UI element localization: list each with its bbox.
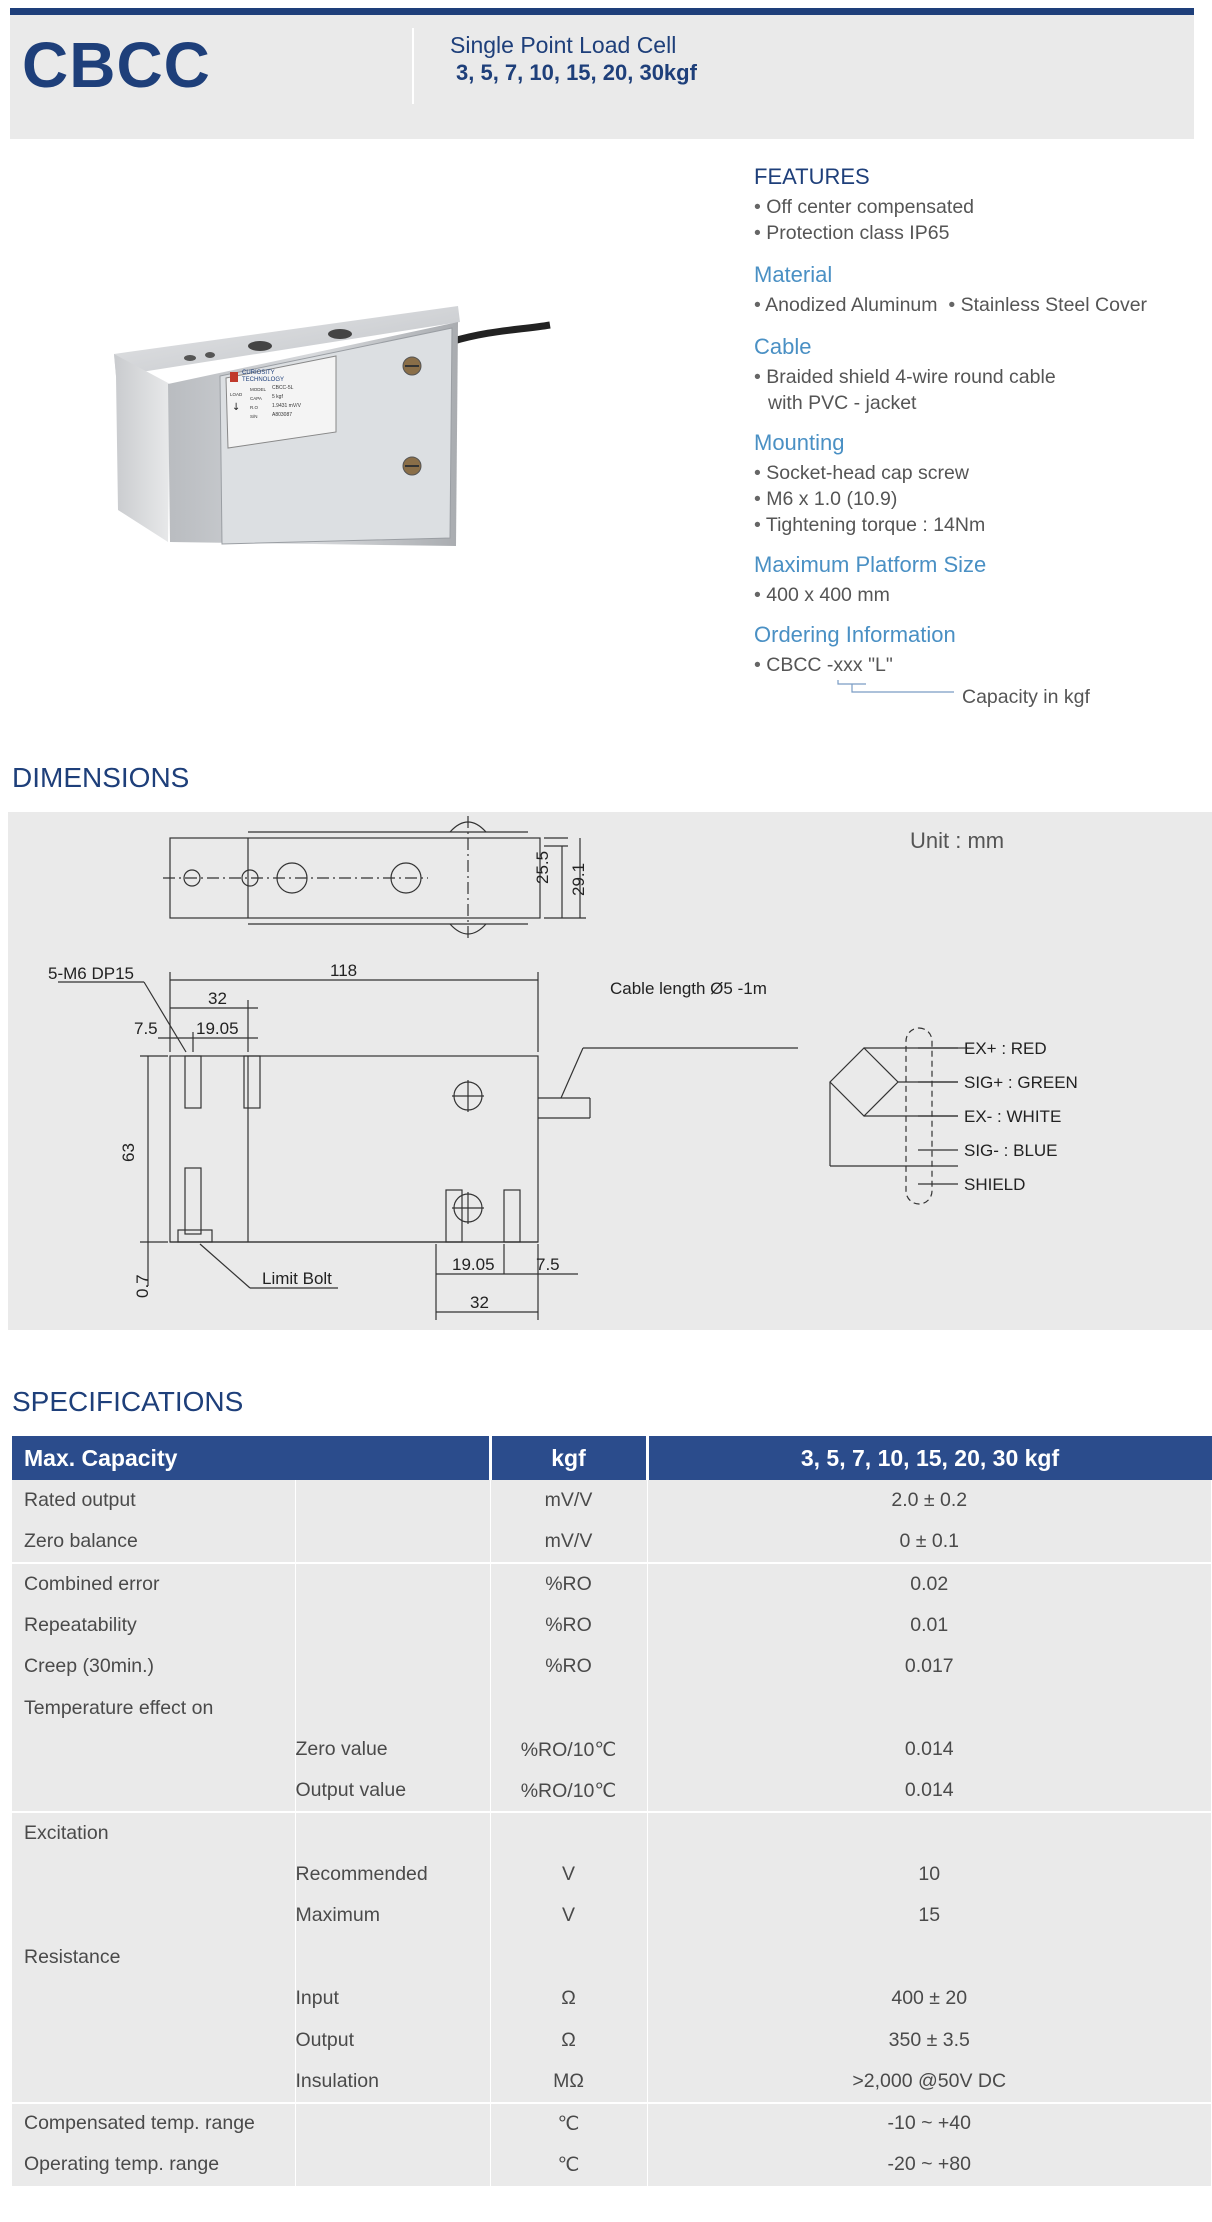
top-hole: [184, 355, 196, 361]
dim-7-5-bottom: 7.5: [536, 1255, 560, 1274]
spec-row: [12, 1895, 1212, 1937]
spec-param: Creep (30min.): [12, 1646, 295, 1688]
spec-value: 10: [647, 1854, 1212, 1896]
spec-value: 0.014: [647, 1729, 1212, 1771]
spec-subparam: [295, 1812, 490, 1854]
spec-param: [12, 1895, 295, 1937]
product-image: [100, 270, 580, 570]
specifications-title: SPECIFICATIONS: [12, 1386, 244, 1417]
spec-param: Compensated temp. range: [12, 2103, 295, 2145]
spec-param: Excitation: [12, 1812, 295, 1854]
cable-length-label: Cable length Ø5 -1m: [610, 979, 767, 998]
spec-subparam: [295, 1480, 490, 1522]
spec-row: [12, 2061, 1212, 2103]
header-top-bar: [10, 8, 1194, 15]
label-brand-2: TECHNOLOGY: [242, 377, 285, 383]
wire-sig-plus: SIG+ : GREEN: [964, 1073, 1078, 1092]
spec-subparam: [295, 1563, 490, 1605]
dim-0-7: 0.7: [133, 1274, 152, 1298]
spec-param: [12, 1729, 295, 1771]
spec-value: 350 ± 3.5: [647, 2020, 1212, 2062]
spec-row: [12, 1937, 1212, 1979]
spec-row: [12, 1688, 1212, 1730]
spec-subparam: [295, 2103, 490, 2145]
load-arrow-icon: ↓: [232, 402, 241, 413]
spec-param: Temperature effect on: [12, 1688, 295, 1730]
spec-header-value: 3, 5, 7, 10, 15, 20, 30 kgf: [647, 1436, 1212, 1480]
spec-unit: [490, 1812, 647, 1854]
spec-param: [12, 1854, 295, 1896]
spec-param: [12, 1771, 295, 1813]
label-ro-key: R.O: [250, 405, 259, 410]
spec-value: 2.0 ± 0.2: [647, 1480, 1212, 1522]
capacity-list: 3, 5, 7, 10, 15, 20, 30kgf: [456, 60, 697, 85]
spec-header-row: [12, 1436, 1212, 1480]
front-face: [114, 354, 170, 542]
spec-unit: %RO: [490, 1563, 647, 1605]
cable: [450, 325, 550, 342]
header-divider: [412, 28, 414, 104]
spec-unit: MΩ: [490, 2061, 647, 2103]
limit-bolt-label: Limit Bolt: [262, 1269, 332, 1288]
spec-value: 15: [647, 1895, 1212, 1937]
spec-unit: V: [490, 1854, 647, 1896]
feature-item: • Protection class IP65: [754, 222, 950, 244]
spec-unit: Ω: [490, 2020, 647, 2062]
label-sn-val: A803087: [272, 412, 293, 418]
spec-value: 0.01: [647, 1605, 1212, 1647]
spec-row: [12, 2020, 1212, 2062]
spec-value: 400 ± 20: [647, 1978, 1212, 2020]
platform-item: • 400 x 400 mm: [754, 584, 890, 606]
side-view-body: [170, 1056, 538, 1242]
material-title: Material: [754, 262, 833, 287]
spec-value: -10 ~ +40: [647, 2103, 1212, 2145]
spec-row: [12, 1522, 1212, 1564]
spec-subparam: Output: [295, 2020, 490, 2062]
material-item: • Anodized Aluminum • Stainless Steel Cover: [754, 294, 1148, 316]
wire-ex-minus: EX- : WHITE: [964, 1107, 1062, 1126]
spec-param: Combined error: [12, 1563, 295, 1605]
spec-unit: mV/V: [490, 1522, 647, 1564]
dim-32-bottom: 32: [470, 1293, 489, 1312]
spec-table: [12, 1436, 1212, 2186]
top-hole: [248, 341, 272, 351]
ordering-item: • CBCC -xxx "L": [754, 654, 893, 676]
spec-subparam: Insulation: [295, 2061, 490, 2103]
spec-subparam: [295, 2144, 490, 2186]
ordering-title: Ordering Information: [754, 622, 956, 647]
dimension-drawing: [8, 812, 1212, 1330]
dim-118: 118: [330, 961, 358, 980]
spec-unit: V: [490, 1895, 647, 1937]
spec-unit: %RO/10℃: [490, 1729, 647, 1771]
spec-unit: %RO/10℃: [490, 1771, 647, 1813]
dim-19-05-bottom: 19.05: [452, 1255, 495, 1274]
label-model-key: MODEL: [250, 387, 267, 392]
spec-value: [647, 1688, 1212, 1730]
spec-subparam: Zero value: [295, 1729, 490, 1771]
spec-row: [12, 1812, 1212, 1854]
cable-item: with PVC - jacket: [768, 392, 917, 414]
label-model-val: CBCC-5L: [272, 385, 294, 391]
wire-sig-minus: SIG- : BLUE: [964, 1141, 1058, 1160]
cable-item: • Braided shield 4-wire round cable: [754, 366, 1056, 388]
spec-unit: ℃: [490, 2144, 647, 2186]
ordering-annotation: [754, 678, 1194, 712]
spec-value: >2,000 @50V DC: [647, 2061, 1212, 2103]
product-subtitle: Single Point Load Cell: [450, 32, 677, 58]
brand-logo: [230, 372, 238, 382]
mounting-title: Mounting: [754, 430, 845, 455]
spec-row: [12, 1854, 1212, 1896]
spec-subparam: [295, 1688, 490, 1730]
spec-subparam: Output value: [295, 1771, 490, 1813]
feature-item: • Off center compensated: [754, 196, 975, 218]
spec-row: [12, 1646, 1212, 1688]
spec-row: [12, 1729, 1212, 1771]
spec-unit: ℃: [490, 2103, 647, 2145]
mounting-item: • Tightening torque : 14Nm: [754, 514, 986, 536]
spec-value: -20 ~ +80: [647, 2144, 1212, 2186]
spec-value: 0.02: [647, 1563, 1212, 1605]
spec-subparam: Maximum: [295, 1895, 490, 1937]
spec-subparam: Recommended: [295, 1854, 490, 1896]
dim-25-5: 25.5: [533, 850, 552, 884]
spec-param: Resistance: [12, 1937, 295, 1979]
spec-row: [12, 2103, 1212, 2145]
platform-title: Maximum Platform Size: [754, 552, 987, 577]
model-title: CBCC: [22, 29, 211, 101]
dim-32-top: 32: [208, 989, 227, 1008]
spec-unit: mV/V: [490, 1480, 647, 1522]
wire-ex-plus: EX+ : RED: [964, 1039, 1047, 1058]
spec-param: [12, 2020, 295, 2062]
spec-row: [12, 1771, 1212, 1813]
spec-value: 0.017: [647, 1646, 1212, 1688]
wire-shield: SHIELD: [964, 1175, 1026, 1194]
spec-unit: [490, 1688, 647, 1730]
spec-header-unit: kgf: [490, 1436, 647, 1480]
top-hole: [205, 352, 215, 358]
cable-title: Cable: [754, 334, 812, 359]
label-capa-val: 5 kgf: [272, 394, 283, 400]
spec-param: Operating temp. range: [12, 2144, 295, 2186]
spec-param: [12, 2061, 295, 2103]
spec-subparam: [295, 1522, 490, 1564]
features-panel: [754, 164, 1194, 712]
spec-param: Repeatability: [12, 1605, 295, 1647]
spec-row: [12, 1978, 1212, 2020]
spec-row: [12, 1605, 1212, 1647]
mounting-item: • M6 x 1.0 (10.9): [754, 488, 898, 510]
dim-63: 63: [119, 1143, 138, 1162]
spec-subparam: Input: [295, 1978, 490, 2020]
spec-value: [647, 1937, 1212, 1979]
ordering-bracket: [754, 678, 954, 712]
spec-unit: %RO: [490, 1646, 647, 1688]
spec-subparam: [295, 1605, 490, 1647]
spec-header-capacity: Max. Capacity: [12, 1436, 490, 1480]
spec-value: 0 ± 0.1: [647, 1522, 1212, 1564]
spec-value: [647, 1812, 1212, 1854]
spec-param: Zero balance: [12, 1522, 295, 1564]
spec-subparam: [295, 1937, 490, 1979]
spec-row: [12, 1480, 1212, 1522]
mounting-item: • Socket-head cap screw: [754, 462, 969, 484]
label-load: LOAD: [230, 392, 243, 397]
unit-label: Unit : mm: [910, 828, 1005, 853]
spec-row: [12, 2144, 1212, 2186]
spec-value: 0.014: [647, 1771, 1212, 1813]
spec-param: [12, 1978, 295, 2020]
label-sn-key: S/N: [250, 414, 258, 419]
label-ro-val: 1.9431 mV/V: [272, 403, 301, 409]
spec-param: Rated output: [12, 1480, 295, 1522]
dim-29-1: 29.1: [569, 862, 588, 896]
spec-subparam: [295, 1646, 490, 1688]
dim-19-05-top: 19.05: [196, 1019, 239, 1038]
label-brand-1: CURIOSITY: [242, 370, 275, 376]
ordering-note: Capacity in kgf: [962, 686, 1090, 708]
spec-unit: [490, 1937, 647, 1979]
spec-row: [12, 1563, 1212, 1605]
dim-7-5-top: 7.5: [134, 1019, 158, 1038]
thread-label: 5-M6 DP15: [48, 964, 134, 983]
spec-unit: Ω: [490, 1978, 647, 2020]
dimensions-title: DIMENSIONS: [12, 762, 190, 793]
top-hole: [328, 329, 352, 339]
features-title: FEATURES: [754, 164, 870, 189]
label-capa-key: CAPA: [250, 396, 262, 401]
spec-unit: %RO: [490, 1605, 647, 1647]
